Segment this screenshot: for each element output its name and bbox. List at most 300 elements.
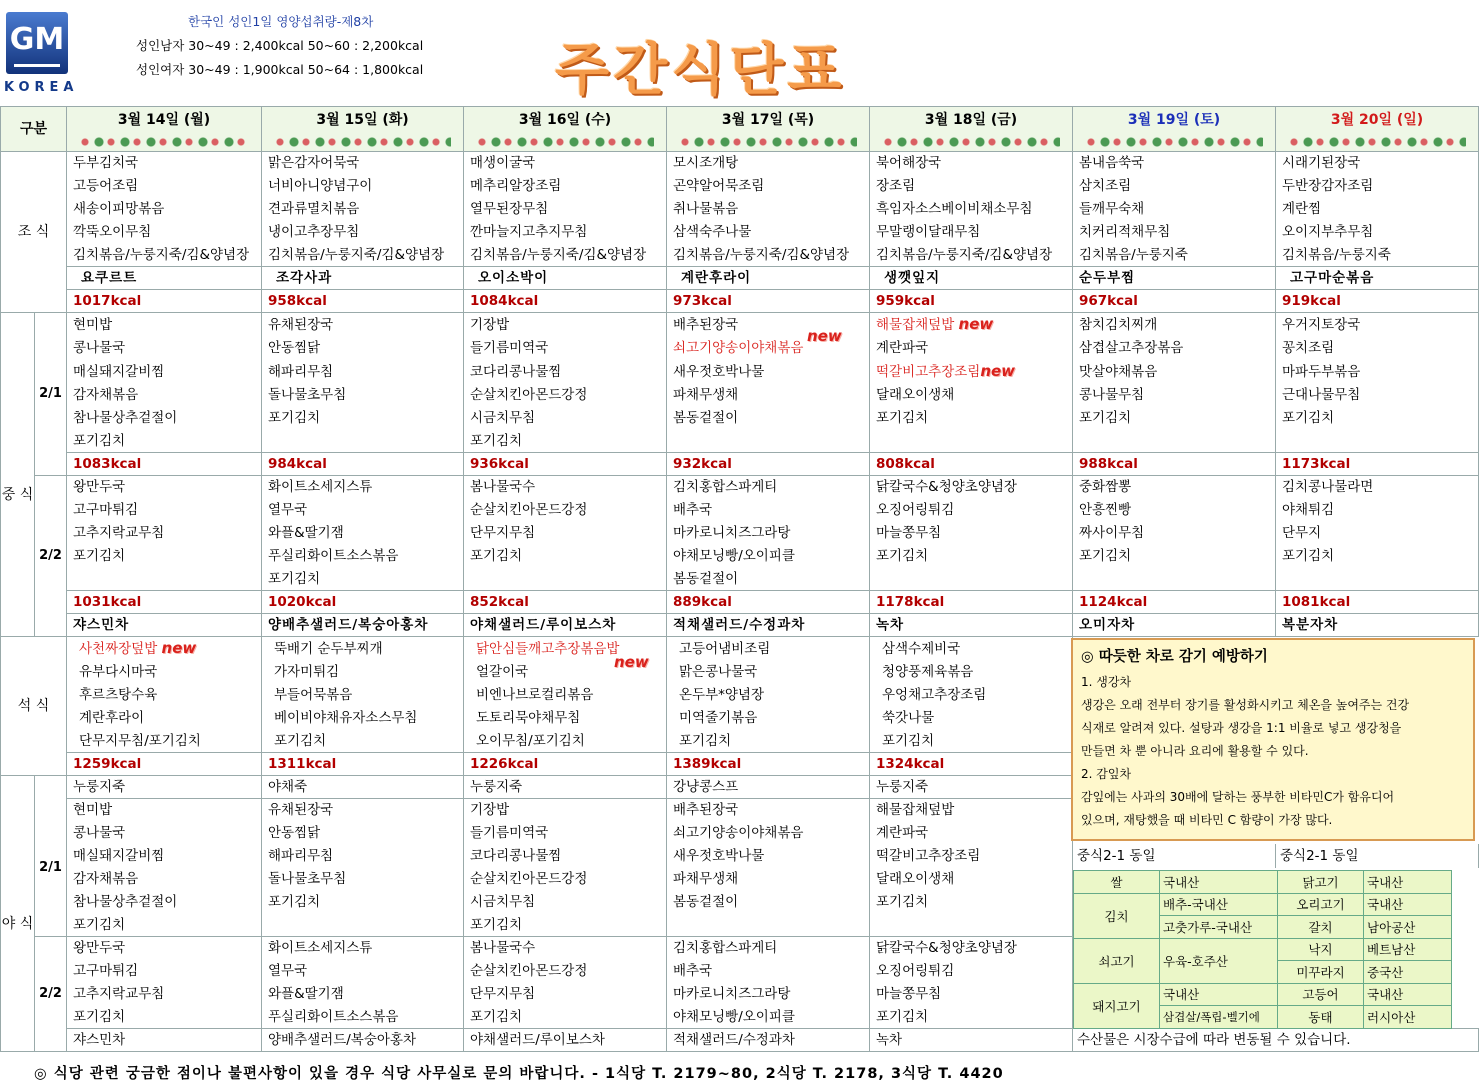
day-header: 3월 14일 (월): [67, 107, 262, 152]
menu-item: 고등어조림: [67, 175, 262, 198]
menu-item: 고구마튀김: [67, 499, 262, 522]
menu-item: 누룽지죽: [464, 776, 667, 799]
health-tip-text: 감잎에는 사과의 30배에 달하는 풍부한 비타민C가 함유디어: [1081, 790, 1395, 804]
origin-label: 돼지고기: [1074, 983, 1160, 1028]
menu-item: 김치볶음/누룽지죽: [1073, 244, 1276, 267]
menu-item: 화이트소세지스튜: [262, 476, 464, 499]
menu-item: 계란후라이: [67, 707, 262, 730]
origin-value: 중국산: [1364, 961, 1452, 984]
menu-item: 오이지부추무침: [1276, 221, 1479, 244]
origin-label: 갈치: [1278, 916, 1364, 939]
menu-item: 짜사이무침: [1073, 522, 1276, 545]
menu-item: 포기김치: [262, 568, 464, 591]
day-header-sunday: 3월 20일 (일): [1276, 107, 1479, 152]
menu-item: 새우젓호박나물: [667, 360, 870, 384]
day-header: 3월 15일 (화): [262, 107, 464, 152]
menu-item: 비엔나브로컬리볶음: [464, 684, 667, 707]
menu-item: [667, 430, 870, 453]
menu-item: 쇠고기양송이야채볶음: [667, 822, 870, 845]
menu-item: 너비아니양념구이: [262, 175, 464, 198]
kcal-value: 1311kcal: [262, 753, 464, 776]
menu-item: 유채된장국: [262, 313, 464, 337]
origin-value: 삼겹살/폭립-벨기에: [1160, 1006, 1278, 1029]
male-kcal: 성인남자 30~49 : 2,400kcal 50~60 : 2,200kcal: [136, 38, 424, 53]
menu-item: 고추지락교무침: [67, 522, 262, 545]
menu-item: 냉이고추장무침: [262, 221, 464, 244]
menu-item: 포기김치: [262, 407, 464, 430]
menu-item: 포기김치: [870, 545, 1073, 568]
health-tip-heading: 1. 생강차: [1081, 675, 1132, 689]
menu-item: 포기김치: [667, 730, 870, 753]
menu-item: 감자채볶음: [67, 384, 262, 407]
menu-item: 두부김치국: [67, 152, 262, 175]
menu-item: 시래기된장국: [1276, 152, 1479, 175]
menu-item: 포기김치: [464, 1006, 667, 1029]
menu-item: 봄나물국수: [464, 937, 667, 960]
health-tip-text: 있으며, 재탕했을 때 비타민 C 함량이 가장 많다.: [1081, 813, 1333, 827]
menu-item: 후르츠탕수육: [67, 684, 262, 707]
menu-item: [870, 430, 1073, 453]
footer-notice: ◎ 식당 관련 궁금한 점이나 불편사항이 있을 경우 식당 사무실로 문의 바랍니다. - 1식당 T. 2179~80, 2식당 T. 2178, 3식당 T. 4420: [34, 1066, 1004, 1082]
menu-item: 들기름미역국: [464, 337, 667, 360]
menu-item: 파채무생채: [667, 868, 870, 891]
menu-item: 우엉채고추장조림: [870, 684, 1073, 707]
menu-item: 콩나물국: [67, 337, 262, 360]
menu-item: [464, 653, 667, 684]
menu-item: 현미밥: [67, 799, 262, 822]
menu-item-text: 사천짜장덮밥: [79, 641, 158, 657]
menu-item: 마파두부볶음: [1276, 360, 1479, 384]
health-tip-box: [1071, 638, 1475, 841]
origin-label: 고등어: [1278, 983, 1364, 1006]
menu-item: 유부다시마국: [67, 661, 262, 684]
menu-item: 포기김치: [870, 1006, 1073, 1029]
menu-item: [464, 568, 667, 591]
menu-item: 맑은콩나물국: [667, 661, 870, 684]
menu-item: 달래오이생채: [870, 384, 1073, 407]
menu-item: 푸실리화이트소스볶음: [262, 1006, 464, 1029]
menu-item-text: 쇠고기양송이야채볶음: [673, 340, 804, 356]
kcal-value: 1389kcal: [667, 753, 870, 776]
menu-item: 봄내음쑥국: [1073, 152, 1276, 175]
menu-item: [1276, 430, 1479, 453]
weekend-note: 중식2-1 동일: [1276, 845, 1479, 868]
menu-item: 배추된장국: [667, 799, 870, 822]
menu-item: 중화짬뽕: [1073, 476, 1276, 499]
label-dinner: 석 식: [1, 637, 67, 776]
origin-table: [1073, 870, 1452, 1029]
label-lunch: 중 식: [1, 313, 35, 637]
menu-item: 도토리묵야채무침: [464, 707, 667, 730]
menu-item: 화이트소세지스튜: [262, 937, 464, 960]
menu-item: 참치김치찌개: [1073, 313, 1276, 337]
menu-item: 포기김치: [262, 891, 464, 914]
kcal-value: 1083kcal: [67, 453, 262, 476]
menu-item: 단무지무침/포기김치: [67, 730, 262, 753]
menu-item: 누룽지죽: [67, 776, 262, 799]
new-badge: new: [614, 653, 649, 671]
menu-item: 새송이피망볶음: [67, 198, 262, 221]
drink-item: 야채샐러드/루이보스차: [464, 614, 667, 637]
menu-item: 매실돼지갈비찜: [67, 360, 262, 384]
origin-label: 닭고기: [1278, 871, 1364, 894]
gm-korea-logo: [4, 12, 79, 98]
menu-item: 미역줄기볶음: [667, 707, 870, 730]
menu-item: 참나물상추겉절이: [67, 407, 262, 430]
menu-item-new: [67, 637, 262, 661]
drink-item: 적채샐러드/수정과차: [667, 1029, 870, 1052]
menu-item: 포기김치: [67, 430, 262, 453]
menu-item: 누룽지죽: [870, 776, 1073, 799]
menu-item: 해물잡채덮밥: [870, 799, 1073, 822]
menu-item: 포기김치: [67, 545, 262, 568]
menu-item: 들기름미역국: [464, 822, 667, 845]
menu-item: 김치볶음/누룽지죽/김&양념장: [262, 244, 464, 267]
menu-item: 포기김치: [1073, 407, 1276, 430]
menu-item-special: 순두부찜: [1073, 267, 1276, 290]
menu-item-text: 떡갈비고추장조림: [876, 364, 981, 380]
logo-mark: GM: [6, 12, 68, 74]
menu-item: 닭칼국수&청양초양념장: [870, 476, 1073, 499]
menu-item: 배추국: [667, 960, 870, 983]
menu-item: 열무국: [262, 499, 464, 522]
origin-note: 수산물은 시장수급에 따라 변동될 수 있습니다.: [1073, 1029, 1479, 1052]
menu-item: 계란파국: [870, 822, 1073, 845]
menu-item: 맑은감자어묵국: [262, 152, 464, 175]
kcal-value: 932kcal: [667, 453, 870, 476]
menu-item-special: 계란후라이: [667, 267, 870, 290]
kcal-value: 973kcal: [667, 290, 870, 313]
menu-item: 베이비야채유자소스무침: [262, 707, 464, 730]
menu-item: 근대나물무침: [1276, 384, 1479, 407]
menu-item: 삼색숙주나물: [667, 221, 870, 244]
menu-item: 돌나물초무침: [262, 384, 464, 407]
new-badge: new: [980, 362, 1016, 380]
drink-item: 야채샐러드/루이보스차: [464, 1029, 667, 1052]
label-breakfast: 조 식: [1, 152, 67, 313]
menu-item: 김치콩나물라면: [1276, 476, 1479, 499]
origin-value: 배추-국내산: [1160, 893, 1278, 916]
menu-item: 마늘쫑무침: [870, 983, 1073, 1006]
menu-item-special: 요쿠르트: [67, 267, 262, 290]
menu-item: 코다리콩나물찜: [464, 845, 667, 868]
menu-item: 청양풍제육볶음: [870, 661, 1073, 684]
menu-item: 오징어링튀김: [870, 960, 1073, 983]
menu-item: 깐마늘지고추지무침: [464, 221, 667, 244]
menu-item: 매실돼지갈비찜: [67, 845, 262, 868]
menu-item: 안동찜닭: [262, 822, 464, 845]
kcal-value: 936kcal: [464, 453, 667, 476]
menu-item: [1073, 430, 1276, 453]
menu-item: 포기김치: [464, 430, 667, 453]
menu-item: 계란찜: [1276, 198, 1479, 221]
menu-item: 온두부*양념장: [667, 684, 870, 707]
menu-item: 쑥갓나물: [870, 707, 1073, 730]
menu-item: 취나물볶음: [667, 198, 870, 221]
menu-item: 맛살야채볶음: [1073, 360, 1276, 384]
drink-item: 쟈스민차: [67, 614, 262, 637]
drink-item: 녹차: [870, 614, 1073, 637]
nutrition-standard-title: 한국인 성인1일 영양섭취량-제8차: [188, 14, 374, 29]
drink-item: 양배추샐러드/복숭아홍차: [262, 1029, 464, 1052]
drink-item: 복분자차: [1276, 614, 1479, 637]
nutrition-standard: [136, 10, 423, 82]
kcal-value: 852kcal: [464, 591, 667, 614]
label-night: 야 식: [1, 776, 35, 1052]
drink-item: 녹차: [870, 1029, 1073, 1052]
menu-item: 콩나물무침: [1073, 384, 1276, 407]
origin-label: 김치: [1074, 893, 1160, 938]
kcal-value: 1178kcal: [870, 591, 1073, 614]
menu-item: 유채된장국: [262, 799, 464, 822]
menu-item: 무말랭이달래무침: [870, 221, 1073, 244]
menu-item: 오이무침/포기김치: [464, 730, 667, 753]
menu-item: 오징어링튀김: [870, 499, 1073, 522]
menu-item: 안동찜닭: [262, 337, 464, 360]
label-lunch-2-2: 2/2: [35, 476, 67, 637]
health-tip-heading: 2. 감잎차: [1081, 767, 1132, 781]
origin-value: 남아공산: [1364, 916, 1452, 939]
menu-item: [870, 914, 1073, 937]
menu-item: 포기김치: [262, 730, 464, 753]
menu-item: 열무된장무침: [464, 198, 667, 221]
new-badge: new: [161, 639, 197, 657]
menu-item: 곤약알어묵조림: [667, 175, 870, 198]
day-header: 3월 17일 (목): [667, 107, 870, 152]
menu-item: 배추국: [667, 499, 870, 522]
menu-item: 단무지무침: [464, 983, 667, 1006]
menu-item: 포기김치: [870, 891, 1073, 914]
female-kcal: 성인여자 30~49 : 1,900kcal 50~64 : 1,800kcal: [136, 62, 424, 77]
menu-item: 김치볶음/누룽지죽: [1276, 244, 1479, 267]
menu-item: 포기김치: [870, 730, 1073, 753]
menu-item-new: [870, 360, 1073, 384]
menu-item: 마카로니치즈그라탕: [667, 983, 870, 1006]
kcal-value: 1259kcal: [67, 753, 262, 776]
kcal-value: 889kcal: [667, 591, 870, 614]
logo-text: KOREA: [4, 80, 79, 95]
menu-item: 들깨무숙채: [1073, 198, 1276, 221]
menu-item: 부들어묵볶음: [262, 684, 464, 707]
menu-item: 포기김치: [67, 1006, 262, 1029]
menu-item: 북어해장국: [870, 152, 1073, 175]
menu-item: 달래오이생채: [870, 868, 1073, 891]
menu-item: 삼치조림: [1073, 175, 1276, 198]
drink-item: 오미자차: [1073, 614, 1276, 637]
menu-item: [67, 568, 262, 591]
menu-item: 봄동겉절이: [667, 568, 870, 591]
kcal-value: 967kcal: [1073, 290, 1276, 313]
origin-value: 우육-호주산: [1160, 938, 1278, 983]
menu-item: 야채죽: [262, 776, 464, 799]
menu-item: 고추지락교무침: [67, 983, 262, 1006]
menu-item: 참나물상추겉절이: [67, 891, 262, 914]
header-gubun: 구분: [1, 107, 67, 152]
kcal-value: 984kcal: [262, 453, 464, 476]
menu-item: 포기김치: [1276, 407, 1479, 430]
kcal-value: 1226kcal: [464, 753, 667, 776]
kcal-value: 959kcal: [870, 290, 1073, 313]
menu-item: 야채모닝빵/오이피클: [667, 545, 870, 568]
kcal-value: 919kcal: [1276, 290, 1479, 313]
menu-item: 고등어냄비조림: [667, 637, 870, 661]
menu-item: 포기김치: [464, 914, 667, 937]
new-badge: new: [807, 327, 842, 345]
menu-item: 시금치무침: [464, 891, 667, 914]
menu-item: 순살치킨아몬드강정: [464, 499, 667, 522]
menu-item: [262, 430, 464, 453]
origin-label: 동태: [1278, 1006, 1364, 1029]
menu-item: 야채모닝빵/오이피클: [667, 1006, 870, 1029]
menu-item: [262, 914, 464, 937]
menu-item: 김치볶음/누룽지죽/김&양념장: [870, 244, 1073, 267]
origin-value: 베트남산: [1364, 938, 1452, 961]
label-night-2-1: 2/1: [35, 799, 67, 937]
menu-item: 새우젓호박나물: [667, 845, 870, 868]
origin-value: 러시아산: [1364, 1006, 1452, 1029]
menu-item-new: [870, 313, 1073, 337]
menu-item: 코다리콩나물찜: [464, 360, 667, 384]
origin-label: 오리고기: [1278, 893, 1364, 916]
day-header: 3월 18일 (금): [870, 107, 1073, 152]
menu-item-text: 배추된장국: [673, 316, 739, 333]
kcal-value: 1084kcal: [464, 290, 667, 313]
menu-item: 강냥콩스프: [667, 776, 870, 799]
origin-value: 국내산: [1364, 983, 1452, 1006]
menu-item: 돌나물초무침: [262, 868, 464, 891]
menu-item: [1073, 568, 1276, 591]
menu-item: 봄동겉절이: [667, 891, 870, 914]
menu-item-special: 조각사과: [262, 267, 464, 290]
menu-item: 감자채볶음: [67, 868, 262, 891]
menu-item: 흑임자소스베이비채소무침: [870, 198, 1073, 221]
menu-item: 마카로니치즈그라탕: [667, 522, 870, 545]
origin-label: 미꾸라지: [1278, 961, 1364, 984]
menu-item-new: [667, 327, 870, 360]
menu-item: 파채무생채: [667, 384, 870, 407]
origin-label: 쇠고기: [1074, 938, 1160, 983]
menu-item: 장조림: [870, 175, 1073, 198]
menu-item: [870, 568, 1073, 591]
origin-label: 낙지: [1278, 938, 1364, 961]
new-badge: new: [958, 315, 994, 333]
label-lunch-2-1: 2/1: [35, 313, 67, 476]
drink-item: 적채샐러드/수정과차: [667, 614, 870, 637]
menu-item: 기장밥: [464, 313, 667, 337]
menu-item: 봄나물국수: [464, 476, 667, 499]
menu-item: 콩나물국: [67, 822, 262, 845]
health-tip-text: 만들면 차 뿐 아니라 요리에 활용할 수 있다.: [1081, 744, 1309, 758]
menu-item: 포기김치: [464, 545, 667, 568]
kcal-value: 1124kcal: [1073, 591, 1276, 614]
kcal-value: 808kcal: [870, 453, 1073, 476]
menu-item: 야채튀김: [1276, 499, 1479, 522]
menu-item: 기장밥: [464, 799, 667, 822]
menu-item: 왕만두국: [67, 937, 262, 960]
drink-item: 양배추샐러드/복숭아홍차: [262, 614, 464, 637]
menu-item: 꽁치조림: [1276, 337, 1479, 360]
kcal-value: 1020kcal: [262, 591, 464, 614]
menu-item: 순살치킨아몬드강정: [464, 868, 667, 891]
menu-item: 두반장감자조림: [1276, 175, 1479, 198]
drink-item: 쟈스민차: [67, 1029, 262, 1052]
origin-value: 국내산: [1364, 893, 1452, 916]
kcal-value: 1173kcal: [1276, 453, 1479, 476]
menu-item: 김치볶음/누룽지죽/김&양념장: [667, 244, 870, 267]
origin-value: 국내산: [1364, 871, 1452, 894]
menu-item-new: 닭안심들깨고추장볶음밥: [464, 637, 667, 661]
menu-item: 봄동겉절이: [667, 407, 870, 430]
page-title: 주간식단표: [555, 38, 846, 103]
menu-item: 단무지무침: [464, 522, 667, 545]
kcal-value: 1324kcal: [870, 753, 1073, 776]
menu-item: 열무국: [262, 960, 464, 983]
menu-item-special: 생깻잎지: [870, 267, 1073, 290]
menu-item-special: 오이소박이: [464, 267, 667, 290]
menu-item: 안흥찐빵: [1073, 499, 1276, 522]
menu-item: 떡갈비고추장조림: [870, 845, 1073, 868]
kcal-value: 988kcal: [1073, 453, 1276, 476]
menu-item: 가자미튀김: [262, 661, 464, 684]
menu-item: 왕만두국: [67, 476, 262, 499]
menu-item: 뚝배기 순두부찌개: [262, 637, 464, 661]
health-tip-text: 식재로 알려져 있다. 설탕과 생강을 1:1 비율로 넣고 생강청을: [1081, 721, 1402, 735]
origin-value: 국내산: [1160, 871, 1278, 894]
menu-item: 와플&딸기잼: [262, 522, 464, 545]
menu-item: 삼겹살고추장볶음: [1073, 337, 1276, 360]
menu-item: 메추리알장조림: [464, 175, 667, 198]
origin-value: 고춧가루-국내산: [1160, 916, 1278, 939]
menu-item: 포기김치: [1276, 545, 1479, 568]
label-night-2-2: 2/2: [35, 937, 67, 1052]
menu-item-special: 고구마순볶음: [1276, 267, 1479, 290]
menu-item: 우거지토장국: [1276, 313, 1479, 337]
menu-item: 고구마튀김: [67, 960, 262, 983]
health-tip-text: 생강은 오래 전부터 장기를 활성화시키고 체온을 높여주는 건강: [1081, 698, 1410, 712]
origin-label: 쌀: [1074, 871, 1160, 894]
kcal-value: 1081kcal: [1276, 591, 1479, 614]
menu-item-text: 얼갈이국: [476, 664, 529, 680]
health-tip-title: ◎ 따듯한 차로 감기 예방하기: [1081, 649, 1268, 665]
menu-item: 김치홍합스파게티: [667, 476, 870, 499]
origin-value: 국내산: [1160, 983, 1278, 1006]
menu-item: 순살치킨아몬드강정: [464, 384, 667, 407]
menu-item: 포기김치: [1073, 545, 1276, 568]
menu-item: 와플&딸기잼: [262, 983, 464, 1006]
kcal-value: 1017kcal: [67, 290, 262, 313]
menu-item: 단무지: [1276, 522, 1479, 545]
menu-item: 시금치무침: [464, 407, 667, 430]
menu-item: 삼색수제비국: [870, 637, 1073, 661]
menu-item: 해파리무침: [262, 845, 464, 868]
kcal-value: 958kcal: [262, 290, 464, 313]
menu-item: [667, 914, 870, 937]
menu-item: 매생이굴국: [464, 152, 667, 175]
menu-item: 치커리적채무침: [1073, 221, 1276, 244]
menu-item: 계란파국: [870, 337, 1073, 360]
menu-item-text: 해물잡채덮밥: [876, 317, 955, 333]
menu-item: 김치볶음/누룽지죽/김&양념장: [464, 244, 667, 267]
menu-item: 김치볶음/누룽지죽/김&양념장: [67, 244, 262, 267]
menu-item: 김치홍합스파게티: [667, 937, 870, 960]
label-spacer: [35, 776, 67, 799]
menu-item: 해파리무침: [262, 360, 464, 384]
menu-item: 순살치킨아몬드강정: [464, 960, 667, 983]
kcal-value: 1031kcal: [67, 591, 262, 614]
day-header-saturday: 3월 19일 (토): [1073, 107, 1276, 152]
menu-item: 모시조개탕: [667, 152, 870, 175]
menu-item: 포기김치: [67, 914, 262, 937]
